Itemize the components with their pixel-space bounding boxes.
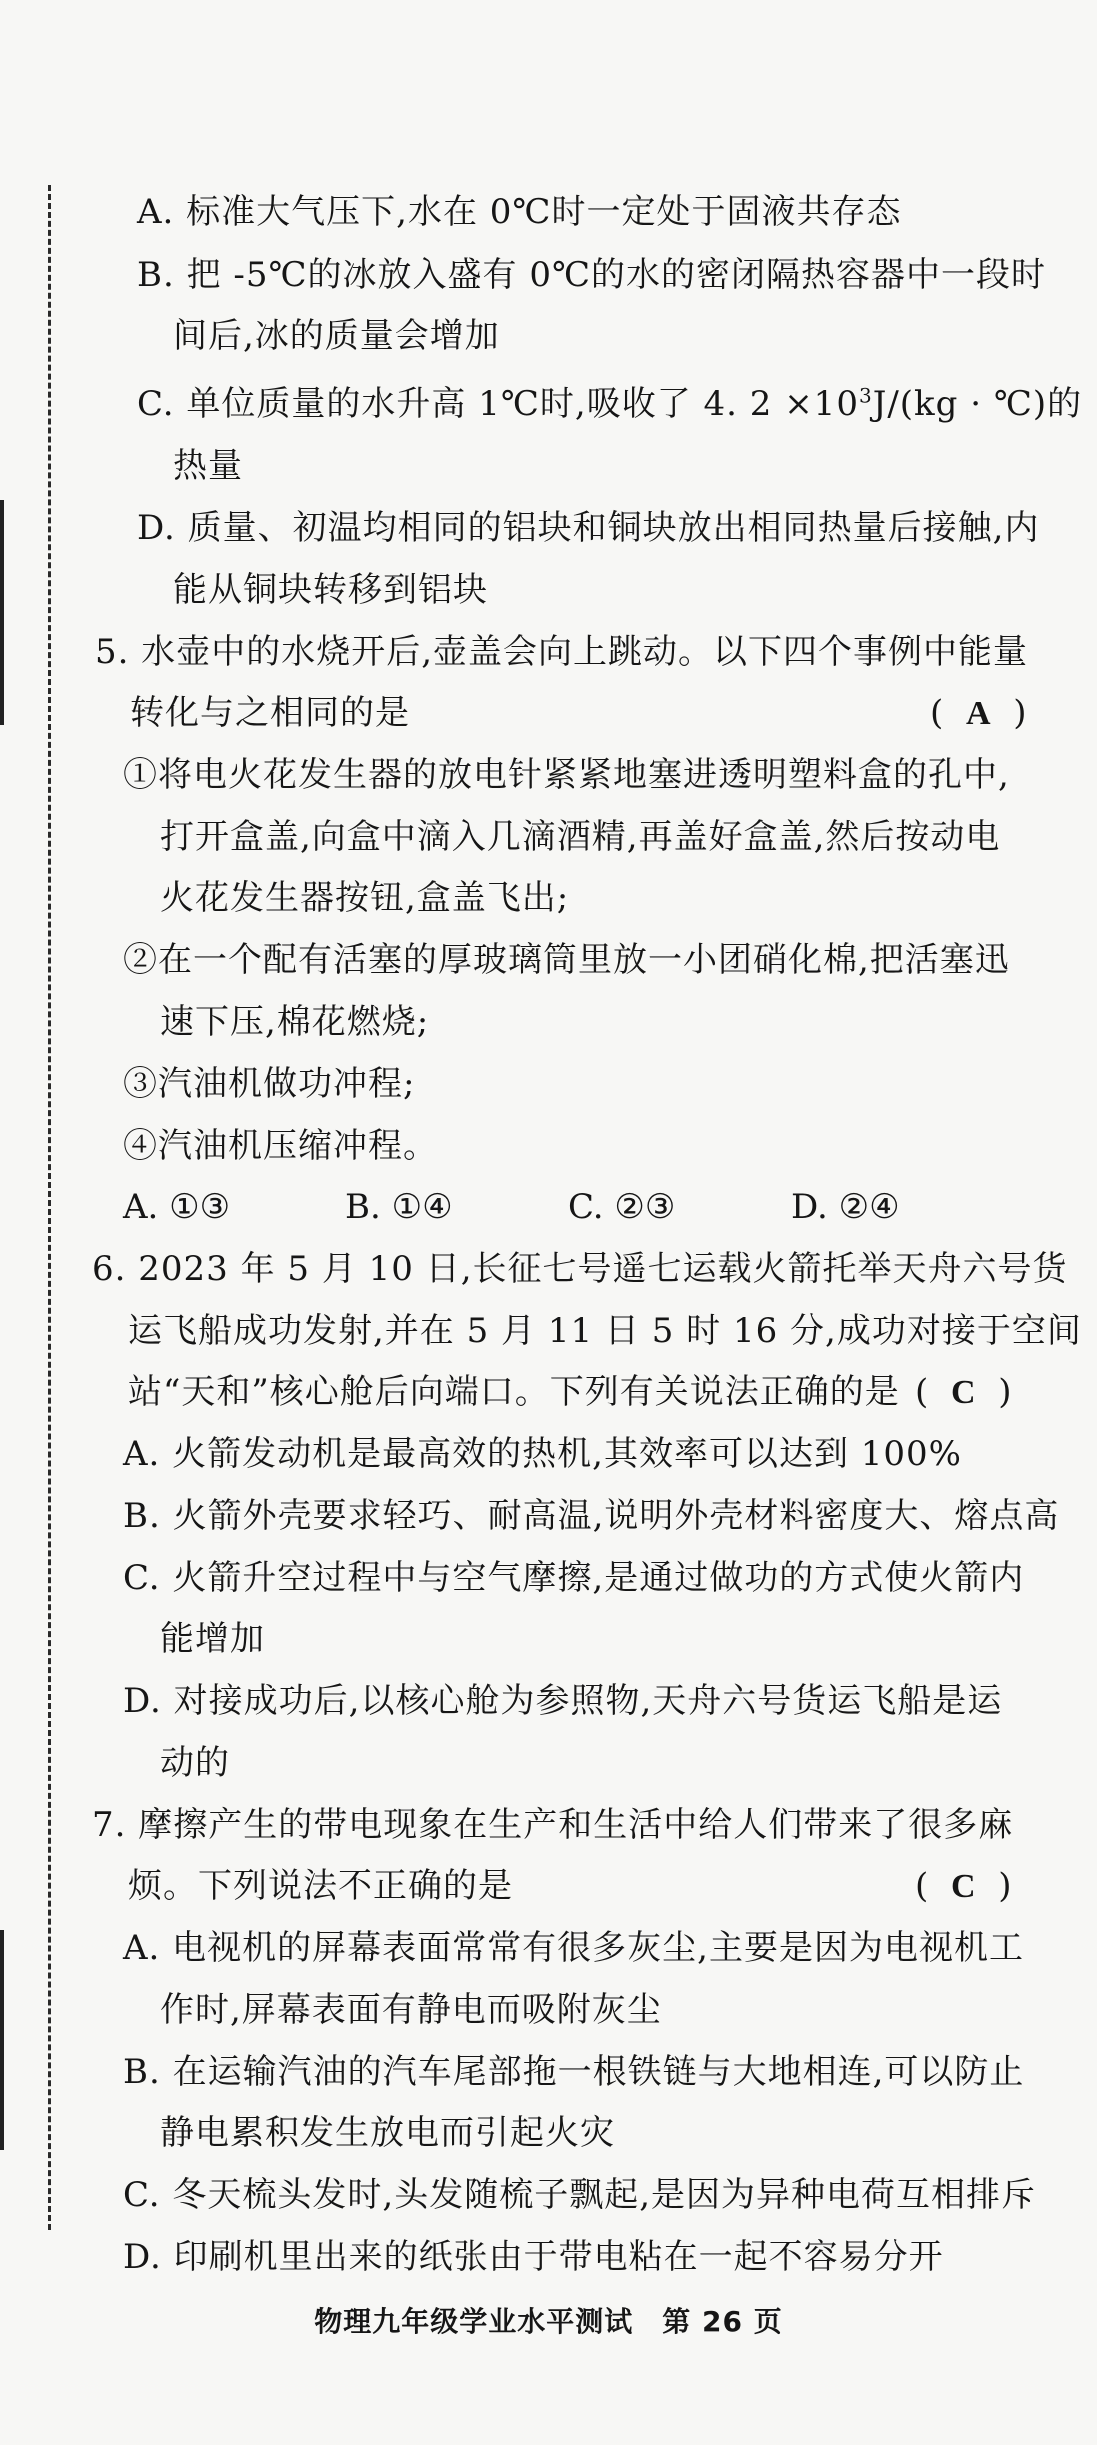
q7-option-c: C. 冬天梳头发时,头发随梳子飘起,是因为异种电荷互相排斥 bbox=[123, 2175, 1037, 2215]
q6-stem-line2: 运飞船成功发射,并在 5 月 11 日 5 时 16 分,成功对接于空间 bbox=[128, 1311, 1082, 1351]
q4-option-c-line1: C. 单位质量的水升高 1℃时,吸收了 4. $2 \times 10^3J/(kg$ · ℃)的 bbox=[137, 383, 1083, 424]
page-footer: 物理九年级学业水平测试 第 26 页 bbox=[314, 2305, 783, 2338]
q6-option-c-line1: C. 火箭升空过程中与空气摩擦,是通过做功的方式使火箭内 bbox=[123, 1558, 1025, 1598]
q5-item-3: ③汽油机做功冲程; bbox=[123, 1064, 416, 1104]
q7-option-d: D. 印刷机里出来的纸张由于带电粘在一起不容易分开 bbox=[123, 2237, 944, 2277]
q6-option-c-line2: 能增加 bbox=[160, 1619, 265, 1659]
q5-answer: A bbox=[965, 695, 991, 732]
q5-item-4: ④汽油机压缩冲程。 bbox=[123, 1126, 438, 1166]
q7-answer-bracket: ( C ) bbox=[915, 1866, 1012, 1906]
q5-item-1-line3: 火花发生器按钮,盒盖飞出; bbox=[160, 878, 570, 918]
q4-option-a: A. 标准大气压下,水在 0℃时一定处于固液共存态 bbox=[137, 192, 902, 232]
q7-option-b-line2: 静电累积发生放电而引起火灾 bbox=[160, 2113, 615, 2153]
q5-answer-bracket: ( A ) bbox=[930, 693, 1027, 733]
q6-option-b: B. 火箭外壳要求轻巧、耐高温,说明外壳材料密度大、熔点高 bbox=[123, 1496, 1060, 1536]
q7-option-a-line1: A. 电视机的屏幕表面常常有很多灰尘,主要是因为电视机工 bbox=[123, 1928, 1024, 1968]
q7-stem-line2: 烦。下列说法不正确的是 bbox=[128, 1866, 513, 1906]
q5-options-row bbox=[123, 1187, 1023, 1227]
binding-edge-mark bbox=[0, 1930, 4, 2150]
q4-option-b-line1: B. 把 -5℃的冰放入盛有 0℃的水的密闭隔热容器中一段时 bbox=[137, 255, 1047, 295]
q7-stem-line1: 7. 摩擦产生的带电现象在生产和生活中给人们带来了很多麻 bbox=[92, 1805, 1014, 1845]
q5-stem-line1: 5. 水壶中的水烧开后,壶盖会向上跳动。以下四个事例中能量 bbox=[95, 632, 1029, 672]
q6-stem-line3: 站“天和”核心舱后向端口。下列有关说法正确的是 bbox=[128, 1372, 900, 1412]
q6-option-d-line1: D. 对接成功后,以核心舱为参照物,天舟六号货运飞船是运 bbox=[123, 1681, 1003, 1721]
q4-option-d-line1: D. 质量、初温均相同的铝块和铜块放出相同热量后接触,内 bbox=[137, 508, 1040, 548]
q5-stem-line2: 转化与之相同的是 bbox=[130, 693, 410, 733]
q5-option-b: B. ①④ bbox=[345, 1187, 453, 1227]
q6-answer-bracket: ( C ) bbox=[915, 1372, 1012, 1412]
q5-option-a: A. ①③ bbox=[123, 1187, 231, 1227]
q5-item-1-line2: 打开盒盖,向盒中滴入几滴酒精,再盖好盒盖,然后按动电 bbox=[160, 817, 1001, 857]
q5-option-c: C. ②③ bbox=[568, 1187, 676, 1227]
q7-option-a-line2: 作时,屏幕表面有静电而吸附灰尘 bbox=[160, 1990, 662, 2030]
q5-item-2-line1: ②在一个配有活塞的厚玻璃筒里放一小团硝化棉,把活塞迅 bbox=[123, 940, 1010, 980]
q6-stem-line1: 6. 2023 年 5 月 10 日,长征七号遥七运载火箭托举天舟六号货 bbox=[92, 1249, 1068, 1289]
q5-item-1-line1: ①将电火花发生器的放电针紧紧地塞进透明塑料盒的孔中, bbox=[123, 755, 1010, 795]
q5-option-d: D. ②④ bbox=[791, 1187, 900, 1227]
q6-answer: C bbox=[950, 1374, 976, 1411]
q4-option-d-line2: 能从铜块转移到铝块 bbox=[173, 570, 488, 610]
dashed-binding-line bbox=[48, 185, 51, 2230]
q7-option-b-line1: B. 在运输汽油的汽车尾部拖一根铁链与大地相连,可以防止 bbox=[123, 2052, 1025, 2092]
binding-edge-mark bbox=[0, 500, 4, 725]
q4-option-c-line2: 热量 bbox=[173, 446, 243, 486]
q4-option-b-line2: 间后,冰的质量会增加 bbox=[173, 316, 500, 356]
q6-option-d-line2: 动的 bbox=[160, 1743, 230, 1783]
q6-option-a: A. 火箭发动机是最高效的热机,其效率可以达到 100% bbox=[123, 1434, 962, 1474]
q5-item-2-line2: 速下压,棉花燃烧; bbox=[160, 1002, 430, 1042]
q7-answer: C bbox=[950, 1868, 976, 1905]
